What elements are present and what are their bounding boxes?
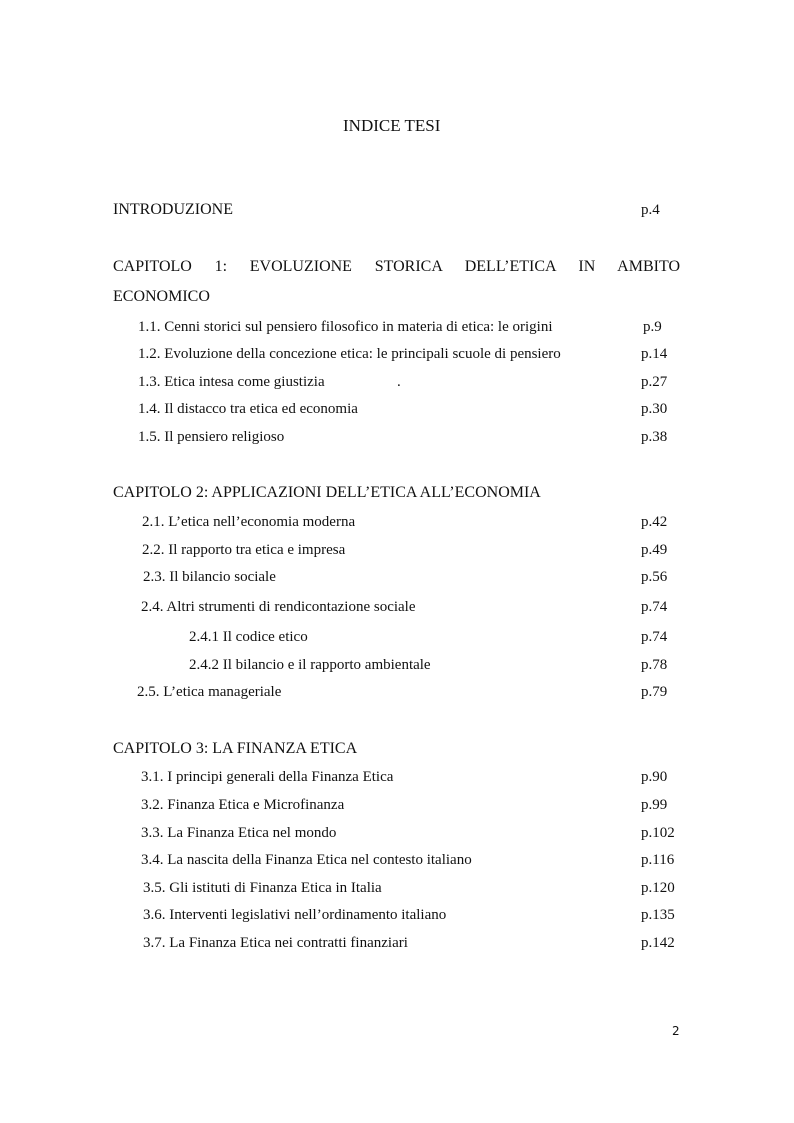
toc-page-2-1: p.42 — [641, 514, 668, 530]
toc-entry-1-4: 1.4. Il distacco tra etica ed economia — [138, 401, 358, 417]
intro-page: p.4 — [641, 202, 660, 218]
toc-page-1-5: p.38 — [641, 429, 668, 445]
toc-entry-2-4-2: 2.4.2 Il bilancio e il rapporto ambientale — [189, 657, 431, 673]
toc-page-1-4: p.30 — [641, 401, 668, 417]
toc-entry-3-7: 3.7. La Finanza Etica nei contratti finanziari — [143, 935, 408, 951]
toc-page-1-1: p.9 — [643, 319, 662, 335]
chapter1-heading-cont: ECONOMICO — [113, 288, 210, 305]
toc-entry-2-4-1: 2.4.1 Il codice etico — [189, 629, 308, 645]
toc-entry-1-3-dot: . — [397, 374, 401, 390]
toc-entry-3-3: 3.3. La Finanza Etica nel mondo — [141, 825, 337, 841]
toc-entry-2-3: 2.3. Il bilancio sociale — [143, 569, 276, 585]
page-number: 2 — [672, 1024, 680, 1038]
page-title: INDICE TESI — [343, 116, 441, 135]
toc-page-3-5: p.120 — [641, 880, 675, 896]
toc-entry-1-5: 1.5. Il pensiero religioso — [138, 429, 285, 445]
toc-entry-2-4: 2.4. Altri strumenti di rendicontazione sociale — [141, 599, 416, 615]
toc-page-3-1: p.90 — [641, 769, 668, 785]
intro-label: INTRODUZIONE — [113, 201, 233, 218]
toc-page-2-2: p.49 — [641, 542, 668, 558]
toc-entry-3-5: 3.5. Gli istituti di Finanza Etica in Italia — [143, 880, 382, 896]
toc-page-3-4: p.116 — [641, 852, 675, 868]
toc-entry-3-2: 3.2. Finanza Etica e Microfinanza — [141, 797, 345, 813]
chapter1-heading: CAPITOLO 1: EVOLUZIONE STORICA DELL’ETICA IN AMBITO — [113, 258, 680, 275]
toc-entry-1-2: 1.2. Evoluzione della concezione etica: le principali scuole di pensiero — [138, 346, 561, 362]
toc-page-1-3: p.27 — [641, 374, 668, 390]
toc-page-2-4: p.74 — [641, 599, 668, 615]
chapter2-heading: CAPITOLO 2: APPLICAZIONI DELL’ETICA ALL’ECONOMIA — [113, 484, 541, 501]
toc-entry-2-2: 2.2. Il rapporto tra etica e impresa — [142, 542, 346, 558]
toc-entry-2-1: 2.1. L’etica nell’economia moderna — [142, 514, 356, 530]
toc-page-3-2: p.99 — [641, 797, 668, 813]
toc-page-2-4-1: p.74 — [641, 629, 668, 645]
toc-entry-3-4: 3.4. La nascita della Finanza Etica nel contesto italiano — [141, 852, 472, 868]
toc-page-2-5: p.79 — [641, 684, 668, 700]
toc-page-1-2: p.14 — [641, 346, 668, 362]
chapter3-heading: CAPITOLO 3: LA FINANZA ETICA — [113, 740, 358, 757]
toc-page-2-3: p.56 — [641, 569, 668, 585]
toc-entry-3-6: 3.6. Interventi legislativi nell’ordinamento italiano — [143, 907, 447, 923]
toc-entry-3-1: 3.1. I principi generali della Finanza Etica — [141, 769, 394, 785]
toc-page-3-3: p.102 — [641, 825, 675, 841]
toc-page-3-6: p.135 — [641, 907, 675, 923]
toc-page-2-4-2: p.78 — [641, 657, 668, 673]
toc-entry-1-1: 1.1. Cenni storici sul pensiero filosofico in materia di etica: le origini — [138, 319, 553, 335]
toc-entry-2-5: 2.5. L’etica manageriale — [137, 684, 282, 700]
toc-page-3-7: p.142 — [641, 935, 675, 951]
toc-entry-1-3: 1.3. Etica intesa come giustizia — [138, 374, 325, 390]
